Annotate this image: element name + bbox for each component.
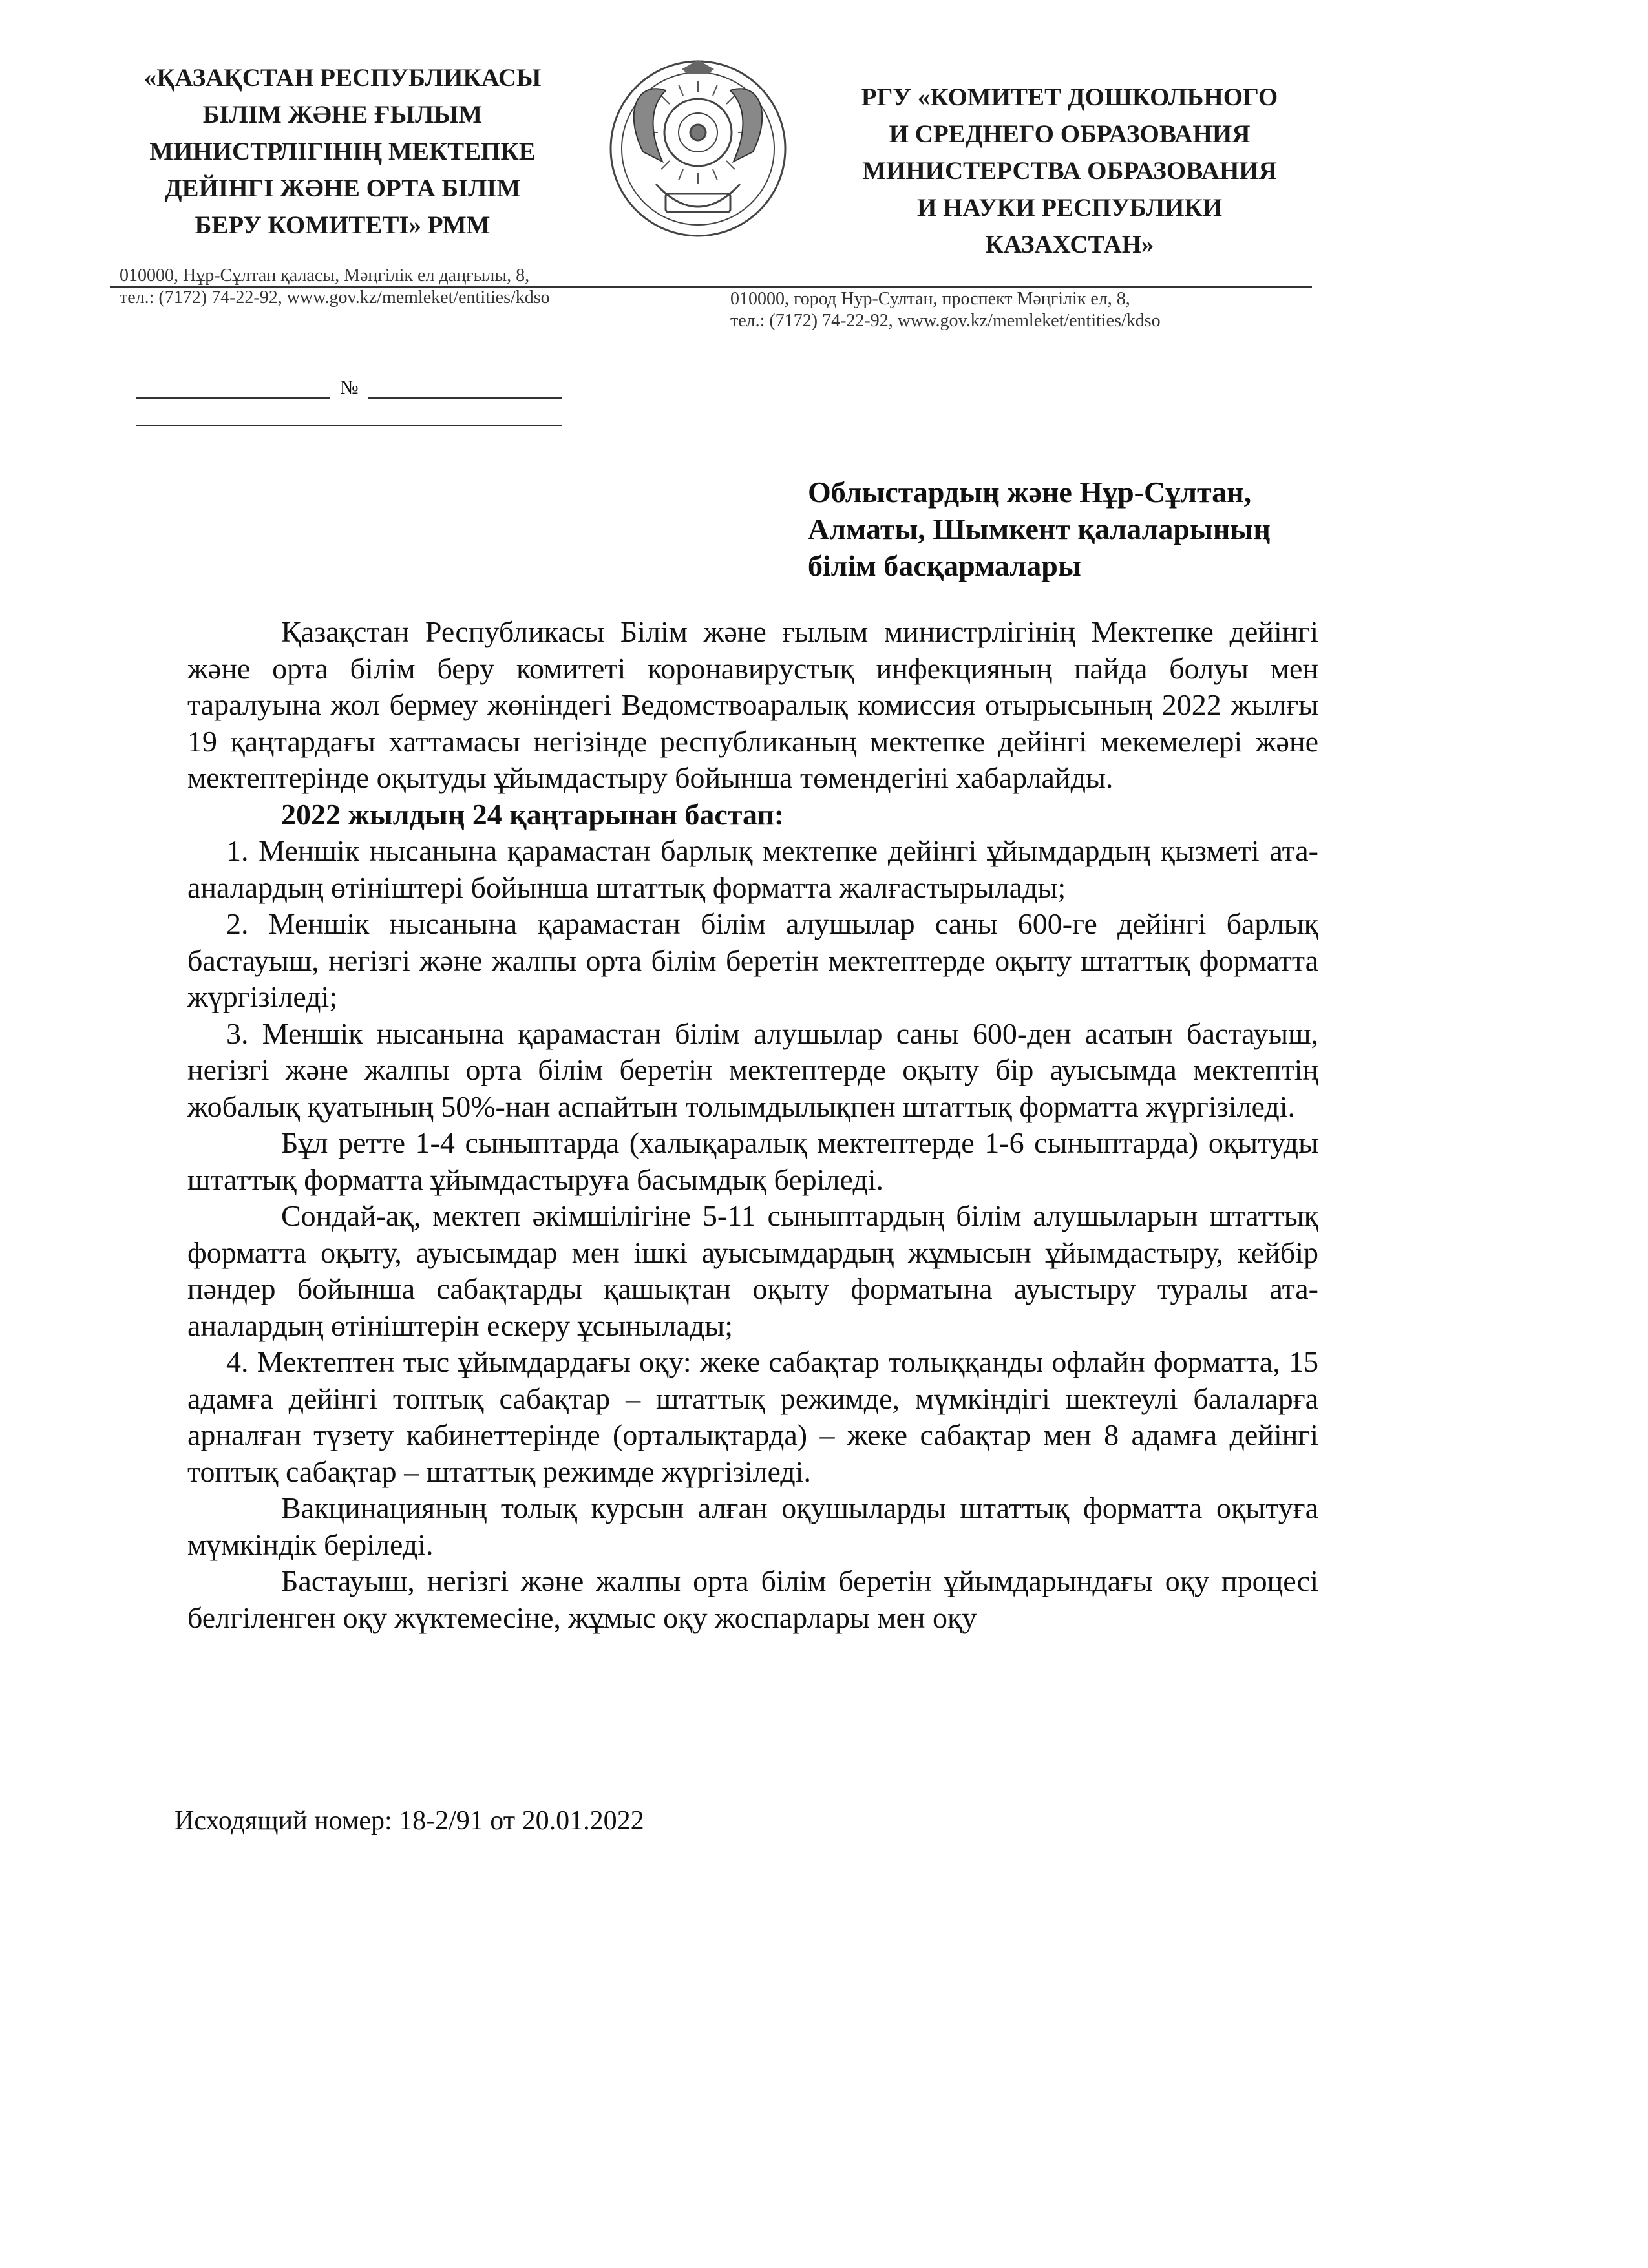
intro-paragraph: Қазақстан Республикасы Білім және ғылым министрлігінің Мектепке дейінгі және орта білім беру комитеті коронавирустық инфекцияның пайда болуы мен таралуына жол бермеу жөніндегі Ведомствоаралық комиссия отырысының 2022 жылғы 19 қаңтардағы хаттамасы негізінде республиканың мектепке дейінгі мекемелері және мектептерінде оқытуды ұйымдастыру бойынша төмендегіні хабарлайды.	[187, 615, 1318, 794]
state-emblem-icon	[604, 55, 792, 242]
address-kazakh: 010000, Нұр-Сұлтан қаласы, Мәңгілік ел даңғылы, 8, тел.: (7172) 74-22-92, www.gov.kz/memleket/entities/kdso	[120, 266, 550, 308]
grades-paragraph: Бұл ретте 1-4 сыныптарда (халықаралық мектептерде 1-6 сыныптарда) оқытуды штаттық форматта ұйымдастыруға басымдық беріледі.	[187, 1126, 1318, 1196]
administration-paragraph: Сондай-ақ, мектеп әкімшілігіне 5-11 сыныптардың білім алушыларын штаттық форматта оқыту, ауысымдар мен ішкі ауысымдардың жұмысын ұйымдастыру, кейбір пәндер бойынша сабақтарды қашықтан оқыту форматына ауыстыру туралы ата-аналардың өтініштерін ескеру ұсынылады;	[187, 1199, 1318, 1342]
list-item-2: 2. Меншік нысанына қарамастан білім алушылар саны 600-ге дейінгі барлық бастауыш, негізгі және жалпы орта білім беретін мектептерде оқыту штаттық форматта жүргізіледі;	[187, 907, 1318, 1013]
outgoing-number: Исходящий номер: 18-2/91 от 20.01.2022	[174, 1806, 644, 1836]
list-item-4: 4. Мектептен тыс ұйымдардағы оқу: жеке сабақтар толыққанды офлайн форматта, 15 адамға дейінгі топтық сабақтар – штаттық режимде, мүмкіндігі шектеулі балаларға арналған түзету кабинеттерінде (орталықтарда) – жеке сабақтар мен 8 адамға дейінгі топтық сабақтар – штаттық режимде жүргізіледі.	[187, 1345, 1318, 1488]
org-name-kazakh: «ҚАЗАҚСТАН РЕСПУБЛИКАСЫ БІЛІМ ЖӘНЕ ҒЫЛЫМ МИНИСТРЛІГІНІҢ МЕКТЕПКЕ ДЕЙІНГІ ЖӘНЕ ОРТА БІЛІМ БЕРУ КОМИТЕТІ» РММ	[143, 64, 542, 239]
reference-blank-line	[136, 425, 562, 426]
list-item-3: 3. Меншік нысанына қарамастан білім алушылар саны 600-ден асатын бастауыш, негізгі және жалпы орта білім беретін мектептерде оқыту бір ауысымда мектептің жобалық қуатының 50%-нан аспайтын толымдылықпен штаттық форматта жүргізіледі.	[187, 1016, 1318, 1123]
number-sign: №	[340, 377, 359, 398]
letter-body	[187, 614, 1318, 1636]
registration-number-field	[136, 372, 562, 423]
address-russian: 010000, город Нур-Султан, проспект Мәңгілік ел, 8, тел.: (7172) 74-22-92, www.gov.kz/memleket/entities/kdso	[730, 289, 1161, 331]
vaccination-paragraph: Вакцинацияның толық курсын алған оқушыларды штаттық форматта оқытуға мүмкіндік беріледі.	[187, 1491, 1318, 1561]
closing-paragraph: Бастауыш, негізгі және жалпы орта білім беретін ұйымдарындағы оқу процесі белгіленген оқу жүктемесіне, жұмыс оқу жоспарлары мен оқу	[187, 1564, 1318, 1634]
addressee-block: Облыстардың және Нұр-Сұлтан, Алматы, Шымкент қалаларының білім басқармалары	[808, 476, 1271, 582]
list-item-1: 1. Меншік нысанына қарамастан барлық мектепке дейінгі ұйымдардың қызметі ата-аналардың өтініштері бойынша штаттық форматта жалғастырылады;	[187, 834, 1318, 904]
date-heading: 2022 жылдың 24 қаңтарынан бастап:	[281, 797, 785, 831]
org-name-russian: РГУ «КОМИТЕТ ДОШКОЛЬНОГО И СРЕДНЕГО ОБРАЗОВАНИЯ МИНИСТЕРСТВА ОБРАЗОВАНИЯ И НАУКИ РЕСПУБЛИКИ КАЗАХСТАН»	[861, 83, 1278, 258]
date-blank-line	[136, 397, 330, 399]
number-blank-line	[368, 397, 562, 399]
